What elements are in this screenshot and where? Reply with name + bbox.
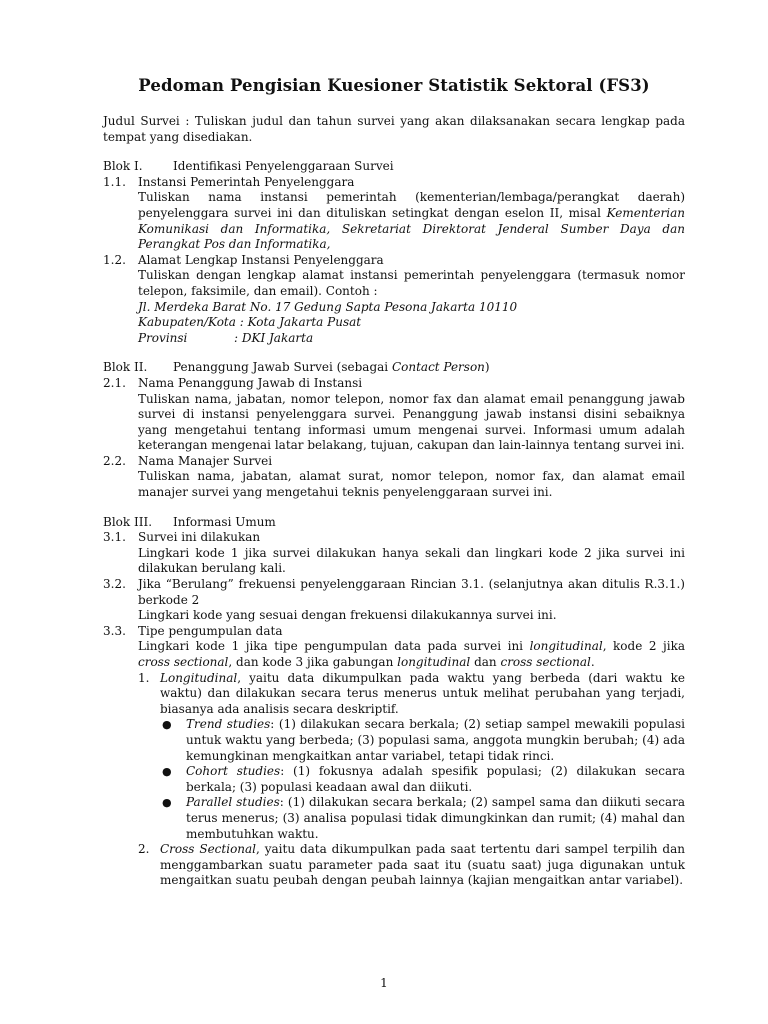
item-title: Nama Manajer Survei <box>138 453 273 468</box>
item-title: Instansi Pemerintah Penyelenggara <box>138 174 355 189</box>
bullet-text: Trend studies: (1) dilakukan secara berkala; (2) setiap sampel mewakili populasi untuk waktu yang berbeda; (3) populasi sama, anggota mungkin berubah; (4) ada kemungkinan mengkaitkan antar variabel, tetapi tidak rinci. <box>186 717 685 763</box>
bullet-icon: ● <box>162 796 172 810</box>
document-page <box>103 76 685 889</box>
intro-paragraph: Judul Survei : Tuliskan judul dan tahun survei yang akan dilaksanakan secara lengkap pada tempat yang disediakan. <box>103 114 685 144</box>
item-number: 2.2. <box>103 453 126 468</box>
item-3-2 <box>103 577 685 624</box>
item-example: Kementerian Komunikasi dan Informatika, Sekretariat Direktorat Jenderal Sumber Daya dan Perangkat Pos dan Informatika, <box>138 205 685 252</box>
bullet-text: Parallel studies: (1) dilakukan secara berkala; (2) sampel sama dan diikuti secara terus menerus; (3) analisa populasi tidak dimungkinkan dan rumit; (4) mahal dan membutuhkan waktu. <box>186 795 686 841</box>
blok-3-heading <box>103 515 685 531</box>
blok-2-title: Penanggung Jawab Survei (sebagai Contact Person) <box>173 360 490 375</box>
item-number: 3.2. <box>103 577 126 592</box>
blok-3 <box>103 515 685 889</box>
list-text: Longitudinal, yaitu data dikumpulkan pada waktu yang berbeda (dari waktu ke waktu) dan dilakukan secara terus menerus untuk melihat perubahan yang terjadi, biasanya ada analisis secara deskriptif. <box>160 670 685 716</box>
bullet-item-trend <box>160 717 685 764</box>
item-text: Tuliskan nama, jabatan, nomor telepon, nomor fax dan alamat email penanggung jawab survei di instansi penyelenggara survei. Penanggung jawab instansi disini sebaiknya yang mengetahui tentang informasi umum mengenai survei. Informasi umum adalah keterangan mengenai latar belakang, tujuan, cakupan dan lain-lainnya tentang survei ini. <box>138 391 685 453</box>
blok-2 <box>103 360 685 500</box>
blok-3-title: Informasi Umum <box>173 514 276 529</box>
item-title: Nama Penanggung Jawab di Instansi <box>138 375 363 390</box>
item-number: 1.1. <box>103 174 126 189</box>
item-text: Lingkari kode 1 jika tipe pengumpulan data pada survei ini longitudinal, kode 2 jika cross sectional, dan kode 3 jika gabungan longitudinal dan cross sectional. <box>138 639 685 669</box>
blok-2-number: Blok II. <box>103 360 148 375</box>
blok-1 <box>103 159 685 346</box>
item-1-1 <box>103 175 685 253</box>
item-2-2 <box>103 454 685 501</box>
page-title: Pedoman Pengisian Kuesioner Statistik Sektoral (FS3) <box>138 76 650 95</box>
item-number: 1.2. <box>103 252 126 267</box>
blok-1-heading <box>103 159 685 175</box>
bullet-text: Cohort studies: (1) fokusnya adalah spesifik populasi; (2) dilakukan secara berkala; (3) populasi keadaan awal dan diikuti. <box>186 764 685 794</box>
blok-2-heading <box>103 360 685 376</box>
item-3-1 <box>103 530 685 577</box>
item-number: 2.1. <box>103 375 126 390</box>
item-text: Lingkari kode 1 jika survei dilakukan hanya sekali dan lingkari kode 2 jika survei ini dilakukan berulang kali. <box>138 545 685 576</box>
blok-1-number: Blok I. <box>103 159 143 174</box>
longitudinal-bullets <box>160 717 685 842</box>
list-number: 2. <box>138 842 150 857</box>
item-number: 3.1. <box>103 530 126 545</box>
address-provinsi: Provinsi : DKI Jakarta <box>138 330 314 345</box>
item-title: Alamat Lengkap Instansi Penyelenggara <box>138 252 384 267</box>
item-3-3 <box>103 624 685 889</box>
item-1-2 <box>103 253 685 347</box>
bullet-icon: ● <box>162 765 172 779</box>
item-text: Lingkari kode yang sesuai dengan frekuensi dilakukannya survei ini. <box>138 608 557 623</box>
list-item-cross-sectional <box>138 842 685 889</box>
item-title: Survei ini dilakukan <box>138 530 261 545</box>
bullet-icon: ● <box>162 718 172 732</box>
list-item-longitudinal <box>138 671 685 843</box>
blok-1-title: Identifikasi Penyelenggaraan Survei <box>173 159 394 174</box>
list-text: Cross Sectional, yaitu data dikumpulkan pada saat tertentu dari sampel terpilih dan menggambarkan suatu parameter pada saat itu (suatu saat) juga digunakan untuk mengaitkan suatu peubah dengan peubah lainnya (kajian mengaitkan antar variabel). <box>160 842 686 888</box>
blok-3-number: Blok III. <box>103 514 153 529</box>
item-2-1 <box>103 376 685 454</box>
item-text: Tuliskan dengan lengkap alamat instansi pemerintah penyelenggara (termasuk nomor telepon, faksimile, dan email). Contoh : <box>138 268 685 298</box>
item-title: Tipe pengumpulan data <box>138 623 283 638</box>
item-text: Tuliskan nama instansi pemerintah (kementerian/lembaga/perangkat daerah) penyelenggara survei ini dan dituliskan setingkat dengan eselon II, misal Kementerian Komunikasi dan Informatika, Sekretariat Direktorat Jenderal Sumber Daya dan Perangkat Pos dan Informatika, <box>138 190 685 252</box>
item-number: 3.3. <box>103 623 126 638</box>
bullet-item-cohort <box>160 764 685 795</box>
page-number: 1 <box>380 976 388 990</box>
item-text: Tuliskan nama, jabatan, alamat surat, nomor telepon, nomor fax, dan alamat email manajer survei yang mengetahui teknis penyelenggaraan survei ini. <box>138 469 685 500</box>
address-kabupaten: Kabupaten/Kota : Kota Jakarta Pusat <box>138 315 362 330</box>
bullet-item-parallel <box>160 795 685 842</box>
data-type-list <box>138 671 685 889</box>
item-title: Jika “Berulang” frekuensi penyelenggaraan Rincian 3.1. (selanjutnya akan ditulis R.3.1.) berkode 2 <box>138 577 685 607</box>
address-line: Jl. Merdeka Barat No. 17 Gedung Sapta Pesona Jakarta 10110 <box>138 299 518 314</box>
list-number: 1. <box>138 670 150 685</box>
